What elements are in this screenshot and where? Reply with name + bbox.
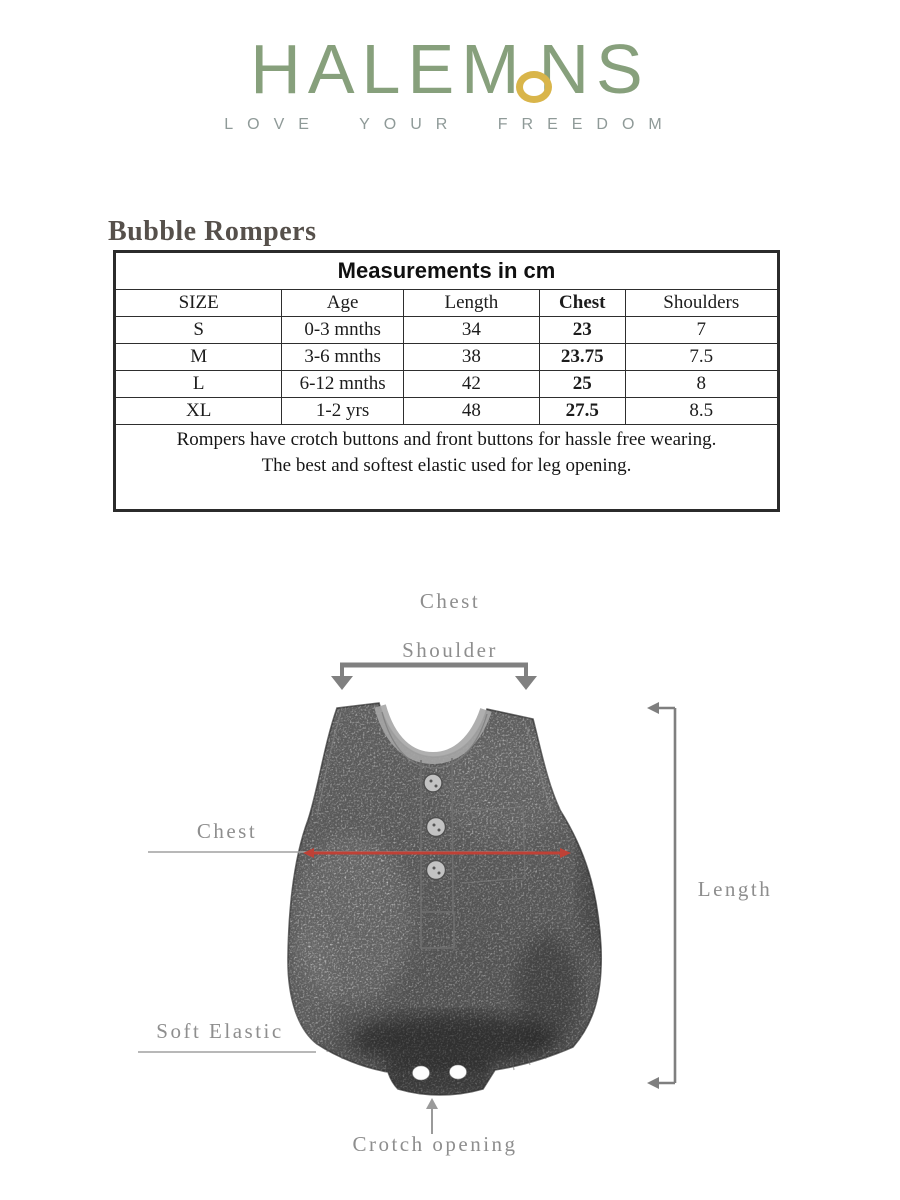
col-header-age: Age <box>282 290 404 317</box>
cell-chest: 27.5 <box>539 398 625 425</box>
romper-illustration <box>270 680 620 1170</box>
cell-shoulders: 7.5 <box>625 344 778 371</box>
label-chest-top: Chest <box>419 589 481 613</box>
cell-shoulders: 7 <box>625 317 778 344</box>
table-header-row <box>115 290 779 317</box>
cell-chest: 23.75 <box>539 344 625 371</box>
table-notes-row <box>115 425 779 511</box>
cell-shoulders: 8.5 <box>625 398 778 425</box>
table-row-xl <box>115 398 779 425</box>
cell-age: 0-3 mnths <box>282 317 404 344</box>
col-header-shoulders: Shoulders <box>625 290 778 317</box>
brand-header <box>0 30 900 134</box>
col-header-length: Length <box>403 290 539 317</box>
cell-size: XL <box>115 398 282 425</box>
brand-name-right: NS <box>538 30 650 108</box>
crotch-arrow <box>426 1098 438 1134</box>
cell-age: 3-6 mnths <box>282 344 404 371</box>
shoulder-bracket <box>331 665 537 690</box>
notes-cell <box>115 425 779 511</box>
table-row-m <box>115 344 779 371</box>
cell-chest: 25 <box>539 371 625 398</box>
page-title: Bubble Rompers <box>108 216 317 247</box>
romper-diagram-svg <box>0 560 900 1200</box>
table-row-l <box>115 371 779 398</box>
brand-logo <box>250 30 650 108</box>
label-length: Length <box>697 877 773 901</box>
label-crotch-opening: Crotch opening <box>352 1132 518 1156</box>
cell-size: L <box>115 371 282 398</box>
table-caption: Measurements in cm <box>115 252 779 290</box>
brand-tagline: LOVE YOUR FREEDOM <box>224 116 676 133</box>
cell-size: S <box>115 317 282 344</box>
col-header-chest: Chest <box>539 290 625 317</box>
label-soft-elastic: Soft Elastic <box>156 1019 284 1043</box>
cell-shoulders: 8 <box>625 371 778 398</box>
cell-size: M <box>115 344 282 371</box>
length-bracket <box>647 702 675 1089</box>
measurements-table <box>113 250 780 512</box>
col-header-size: SIZE <box>115 290 282 317</box>
cell-age: 1-2 yrs <box>282 398 404 425</box>
label-shoulder: Shoulder <box>402 638 498 662</box>
cell-length: 38 <box>403 344 539 371</box>
cell-age: 6-12 mnths <box>282 371 404 398</box>
cell-length: 48 <box>403 398 539 425</box>
table-row-s <box>115 317 779 344</box>
note-line-1: Rompers have crotch buttons and front buttons for hassle free wearing. <box>176 429 717 450</box>
measurement-diagram <box>0 560 900 1200</box>
label-chest-side: Chest <box>196 819 258 843</box>
brand-name-left: HALEM <box>250 30 527 108</box>
cell-length: 42 <box>403 371 539 398</box>
cell-chest: 23 <box>539 317 625 344</box>
note-line-2: The best and softest elastic used for leg opening. <box>261 455 632 476</box>
cell-length: 34 <box>403 317 539 344</box>
table-caption-row <box>115 252 779 290</box>
